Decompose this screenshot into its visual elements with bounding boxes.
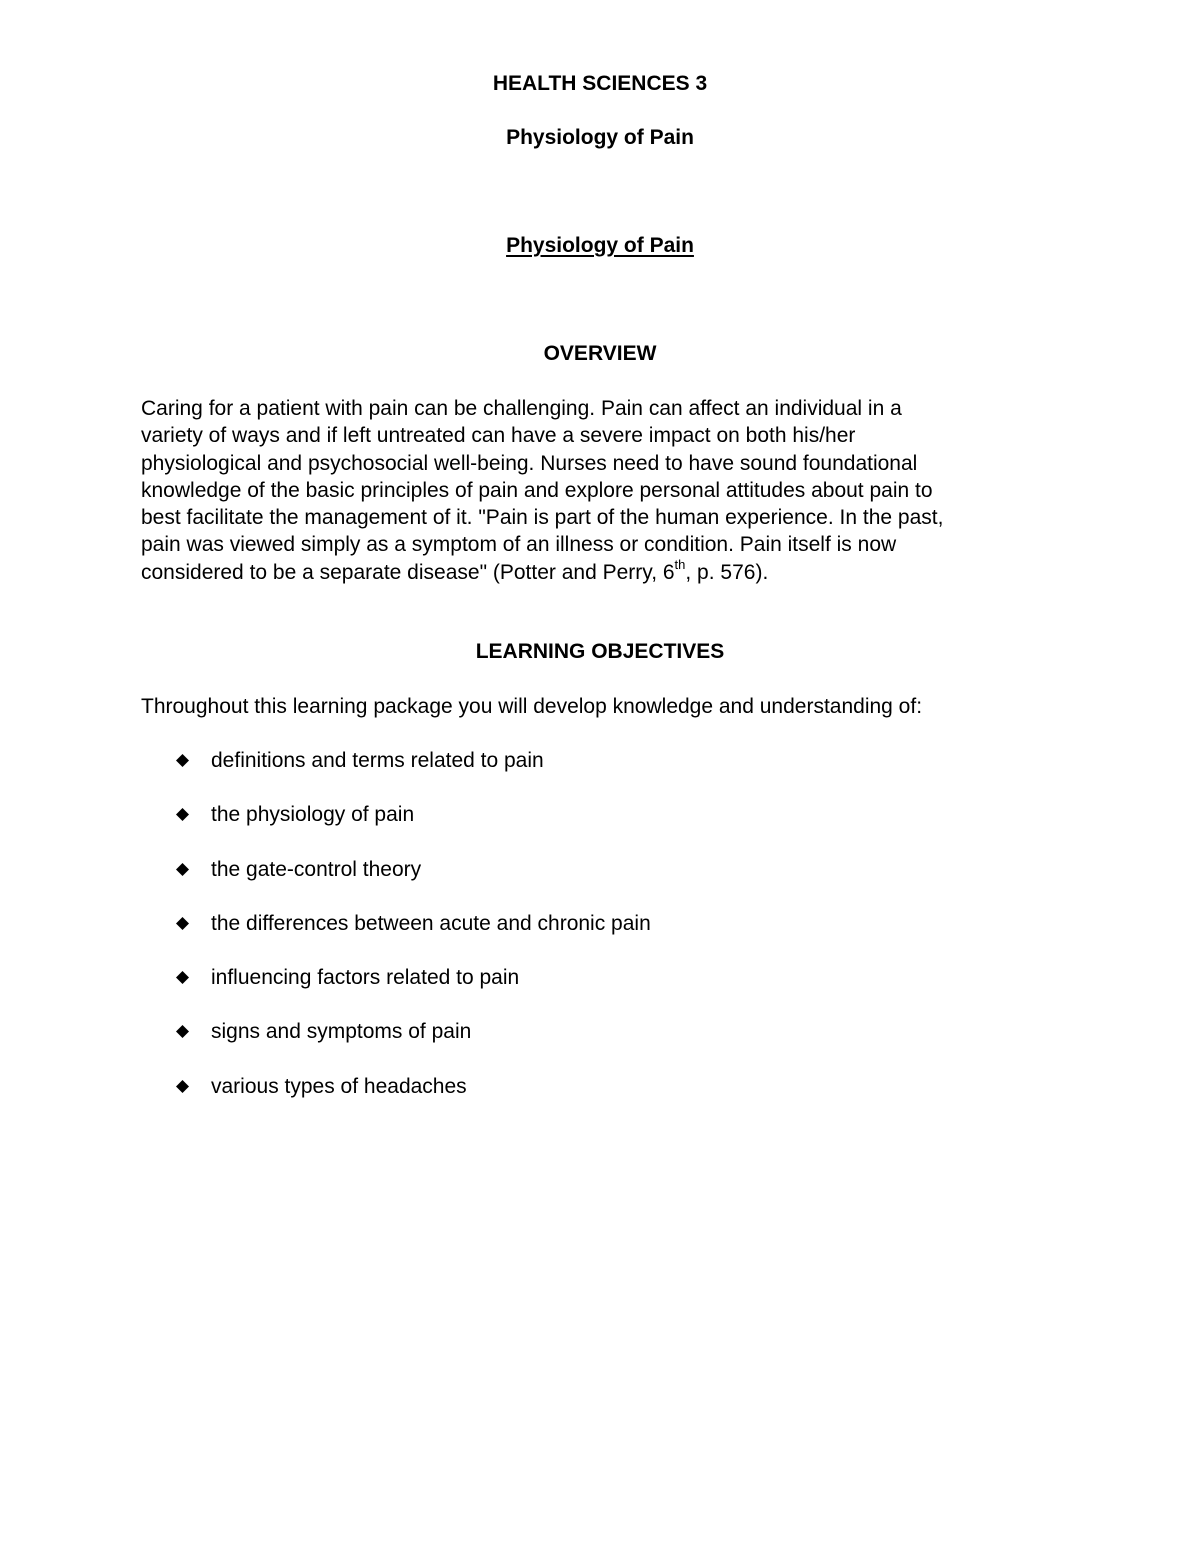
objective-item [0, 1073, 1200, 1127]
objective-text: the physiology of pain [211, 803, 415, 827]
objectives-list [0, 747, 1200, 1127]
diamond-bullet-icon [176, 863, 189, 876]
overview-last-line [141, 556, 1071, 586]
objectives-heading: LEARNING OBJECTIVES [475, 640, 725, 663]
objective-text: signs and symptoms of pain [211, 1020, 472, 1044]
objective-text: various types of headaches [211, 1074, 467, 1098]
objective-item [0, 747, 1200, 801]
objectives-intro: Throughout this learning package you will develop knowledge and understanding of: [141, 695, 923, 718]
objective-text: the gate-control theory [211, 857, 422, 881]
diamond-bullet-icon [176, 917, 189, 930]
overview-citation-text: considered to be a separate disease" (Potter and Perry, 6 [141, 560, 675, 584]
objective-item [0, 964, 1200, 1018]
objective-item [0, 1018, 1200, 1072]
objective-item [0, 856, 1200, 910]
overview-line: Caring for a patient with pain can be challenging. Pain can affect an individual in a [141, 397, 902, 420]
overview-heading: OVERVIEW [543, 342, 657, 365]
objective-text: the differences between acute and chronic pain [211, 911, 651, 935]
overview-line: best facilitate the management of it. "Pain is part of the human experience. In the past, [141, 506, 944, 530]
overview-line: knowledge of the basic principles of pain and explore personal attitudes about pain to [141, 478, 933, 502]
overview-citation-page: , p. 576). [685, 560, 769, 584]
edition-superscript: th [674, 556, 686, 572]
diamond-bullet-icon [176, 1080, 189, 1093]
objective-item [0, 910, 1200, 964]
overview-line: pain was viewed simply as a symptom of an illness or condition. Pain itself is now [141, 533, 897, 557]
objective-text: influencing factors related to pain [211, 966, 520, 990]
overview-paragraph [141, 395, 1071, 586]
diamond-bullet-icon [176, 808, 189, 821]
objective-text: definitions and terms related to pain [211, 749, 544, 772]
overview-line: variety of ways and if left untreated can have a severe impact on both his/her [141, 424, 856, 448]
overview-line: physiological and psychosocial well-being. Nurses need to have sound foundational [141, 451, 918, 475]
diamond-bullet-icon [176, 971, 189, 984]
document-heading: Physiology of Pain [506, 234, 694, 257]
objective-item [0, 801, 1200, 855]
course-title: HEALTH SCIENCES 3 [492, 72, 708, 95]
document-subtitle: Physiology of Pain [506, 126, 694, 149]
diamond-bullet-icon [176, 754, 189, 767]
diamond-bullet-icon [176, 1025, 189, 1038]
